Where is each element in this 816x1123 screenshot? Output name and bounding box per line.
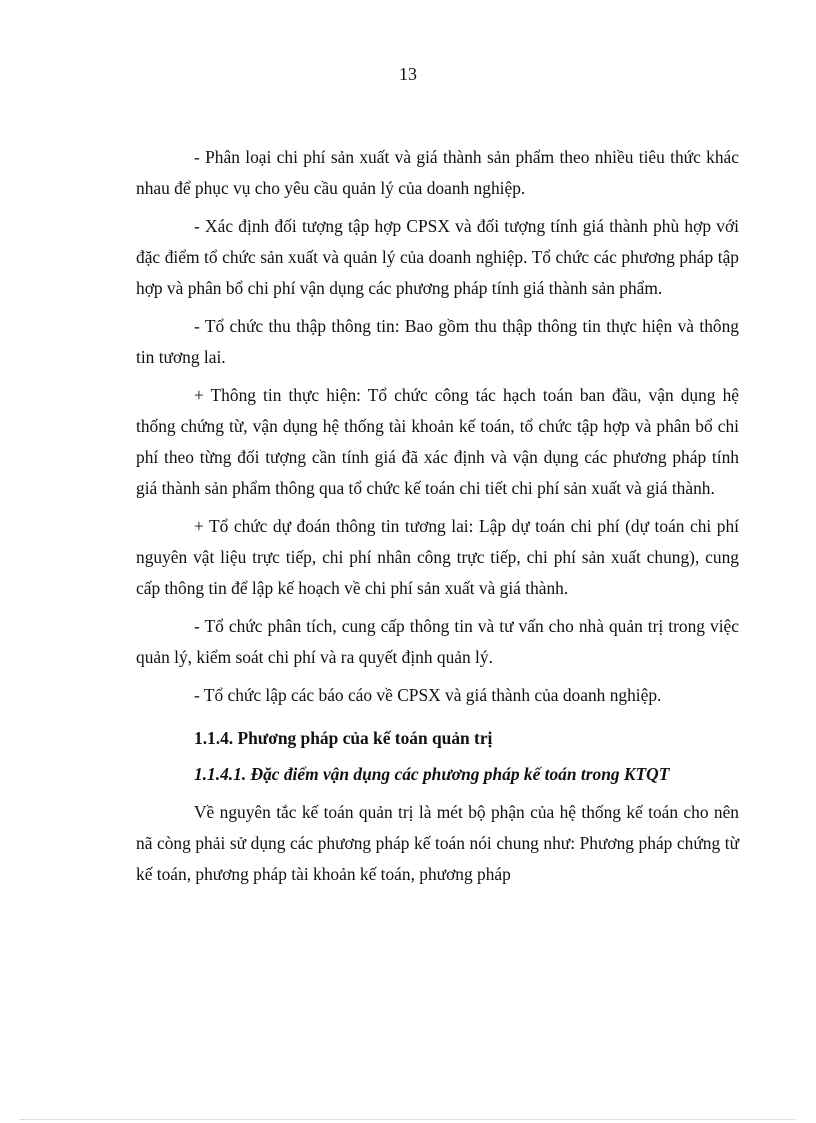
paragraph-accounting-methods: Về nguyên tắc kế toán quản trị là mét bộ phận của hệ thống kế toán cho nên nã còng phải sử dụng các phương pháp kế toán nói chung như: Phương pháp chứng từ kế toán, phương pháp tài khoản kế toán, phương pháp: [136, 802, 739, 884]
section-heading: 1.1.4. Phương pháp của kế toán quản trị: [194, 728, 493, 748]
paragraph-information-collection: - Tổ chức thu thập thông tin: Bao gồm thu thập thông tin thực hiện và thông tin tương lai.: [136, 316, 739, 367]
paragraph-future-information: + Tổ chức dự đoán thông tin tương lai: Lập dự toán chi phí (dự toán chi phí nguyên vật liệu trực tiếp, chi phí nhân công trực tiếp, chi phí sản xuất chung), cung cấp thông tin để lập kế hoạch về chi phí sản xuất và giá thành.: [136, 516, 739, 598]
document-body: [136, 142, 739, 897]
paragraph-cost-objects: - Xác định đối tượng tập hợp CPSX và đối tượng tính giá thành phù hợp với đặc điểm tổ chức sản xuất và quản lý của doanh nghiệp. Tổ chức các phương pháp tập hợp và phân bổ chi phí vận dụng các phương pháp tính giá thành sản phẩm.: [136, 216, 739, 298]
paragraph-cost-classification: - Phân loại chi phí sản xuất và giá thành sản phẩm theo nhiều tiêu thức khác nhau để phục vụ cho yêu cầu quản lý của doanh nghiệp.: [136, 147, 739, 198]
page-bottom-divider: [20, 1119, 796, 1120]
paragraph-actual-information: + Thông tin thực hiện: Tổ chức công tác hạch toán ban đầu, vận dụng hệ thống chứng từ, vận dụng hệ thống tài khoản kế toán, tổ chức tập hợp và phân bổ chi phí theo từng đối tượng cần tính giá đã xác định và vận dụng các phương pháp tính giá thành sản phẩm thông qua tổ chức kế toán chi tiết chi phí sản xuất và giá thành.: [136, 385, 739, 498]
paragraph-analysis-advice: - Tổ chức phân tích, cung cấp thông tin và tư vấn cho nhà quản trị trong việc quản lý, kiểm soát chi phí và ra quyết định quản lý.: [136, 616, 739, 667]
section-subheading: 1.1.4.1. Đặc điểm vận dụng các phương pháp kế toán trong KTQT: [194, 764, 670, 784]
page-number: 13: [399, 64, 417, 84]
paragraph-reports: - Tổ chức lập các báo cáo về CPSX và giá thành của doanh nghiệp.: [194, 685, 662, 705]
